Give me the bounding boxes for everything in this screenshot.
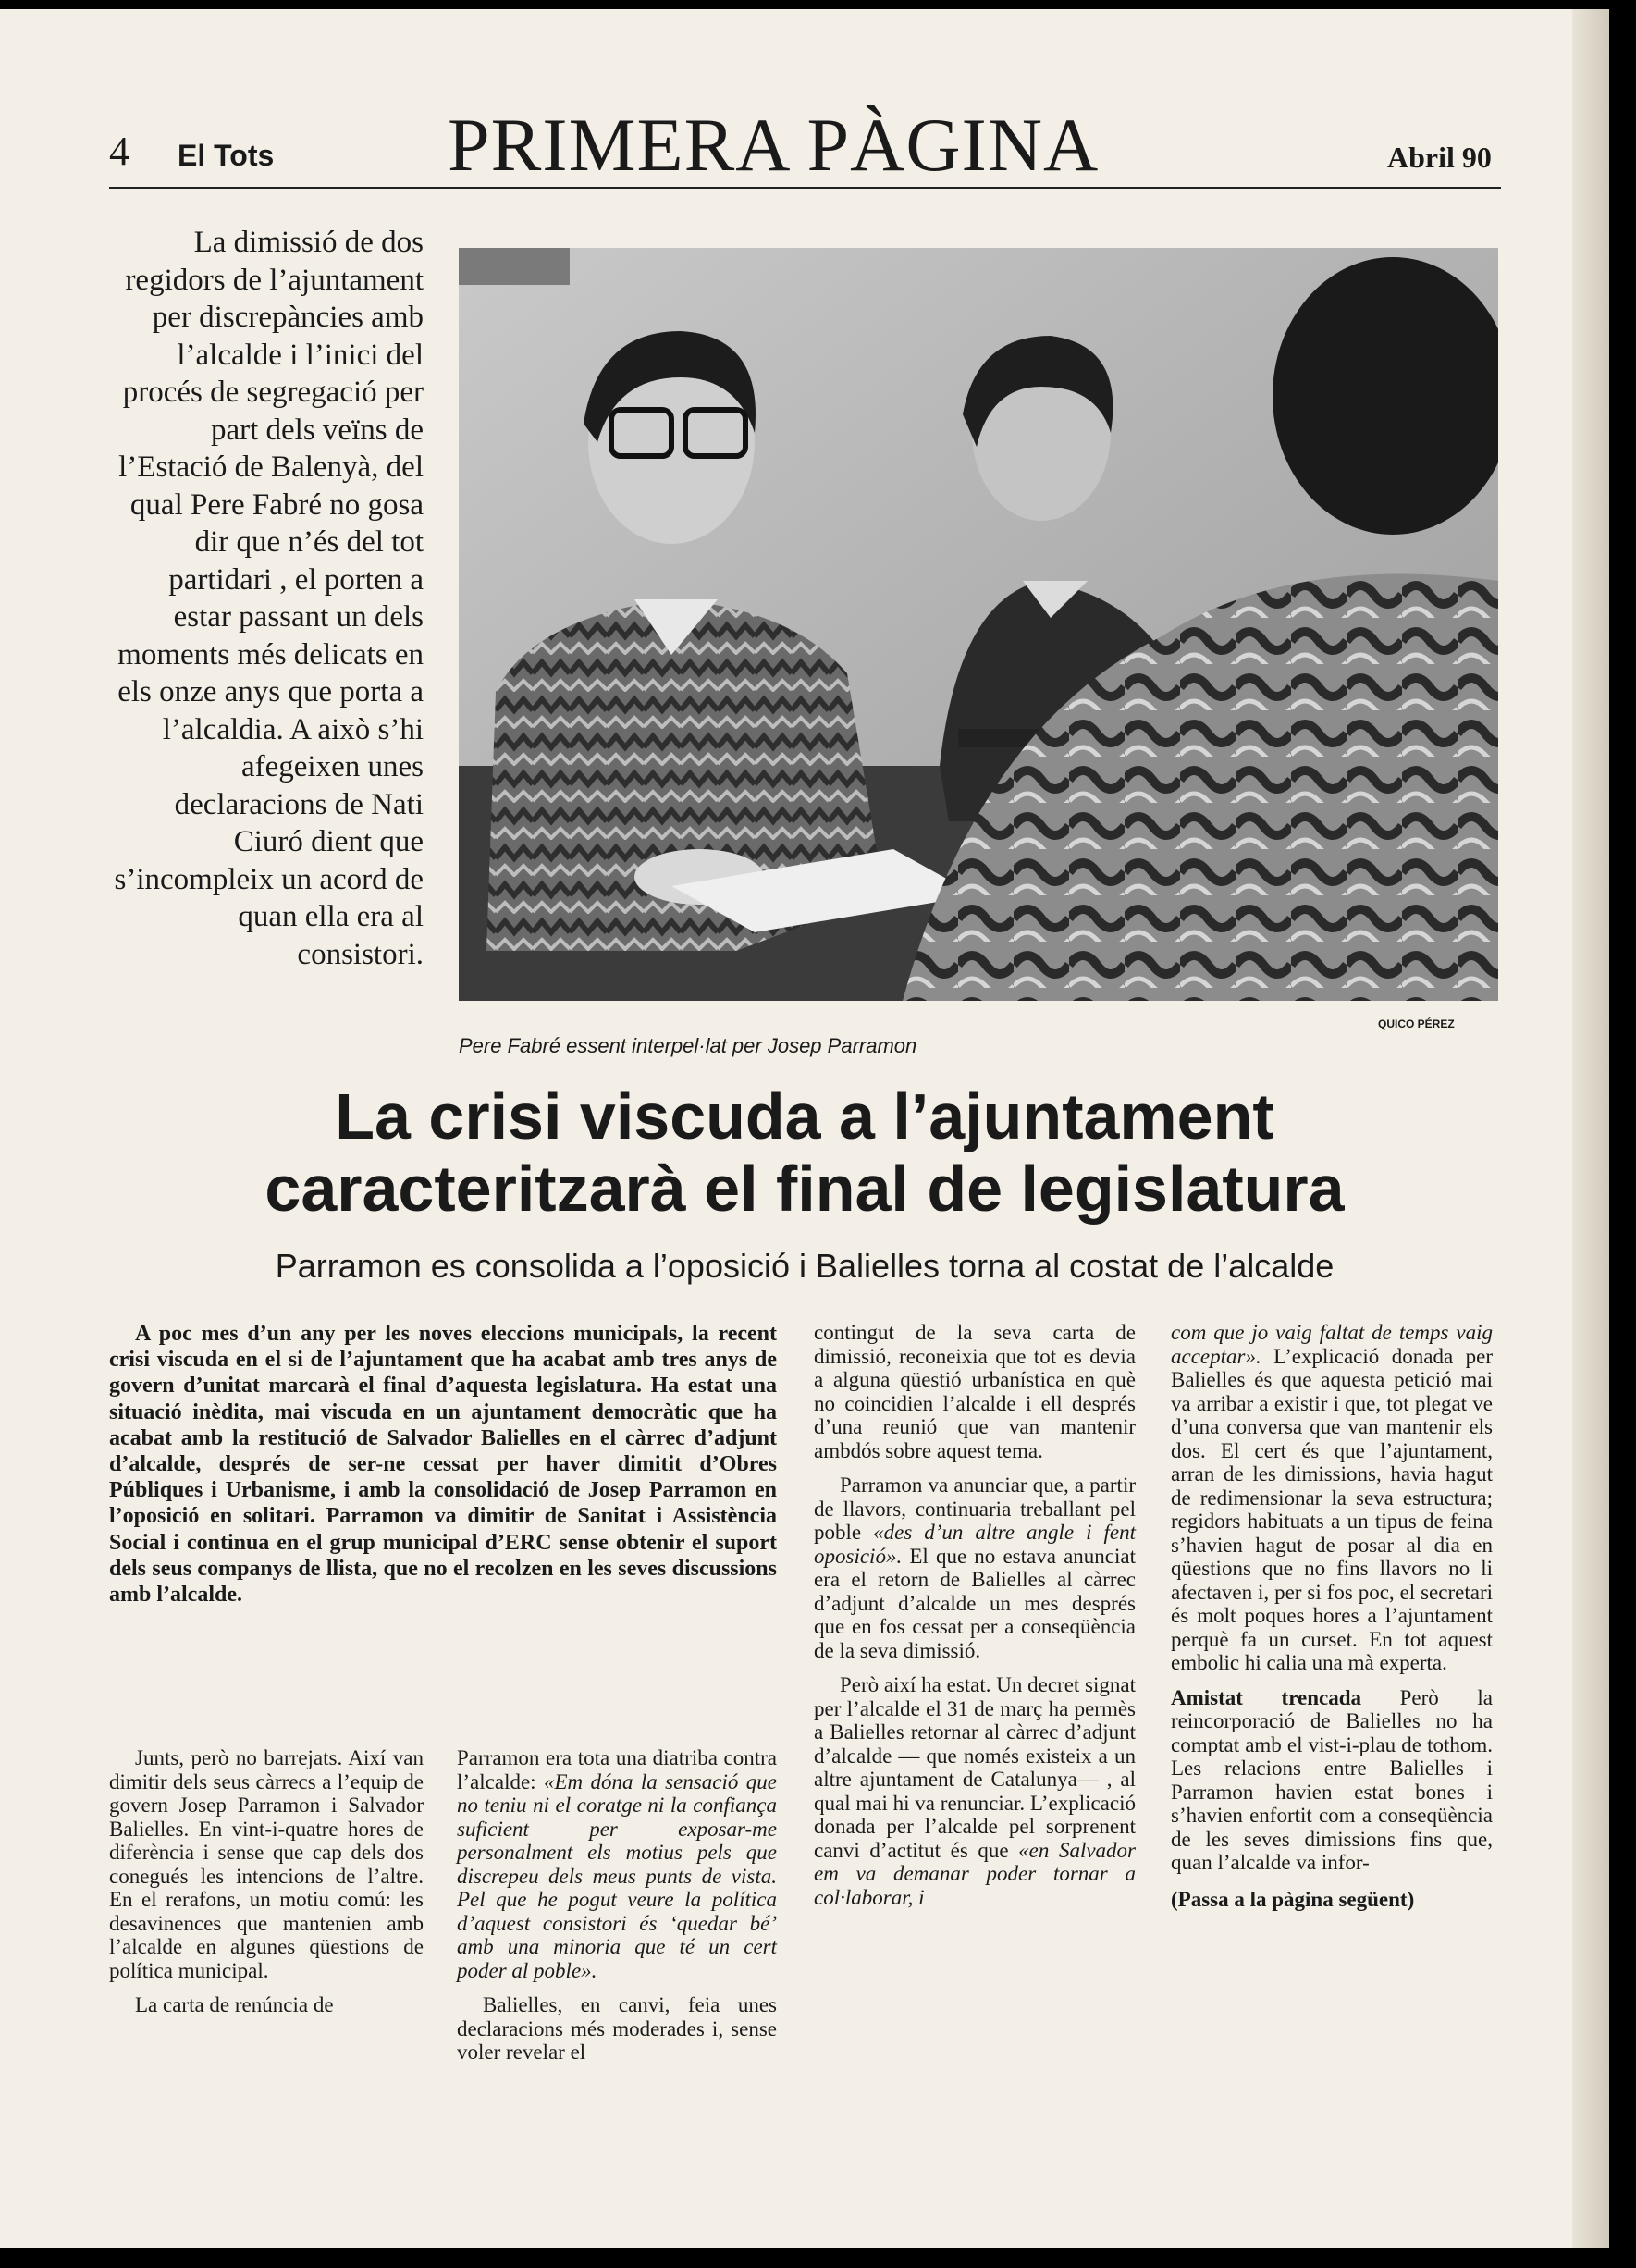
headline-line-1: La crisi viscuda a l’ajuntament	[335, 1080, 1274, 1152]
photo-caption: Pere Fabré essent interpel·lat per Josep Parramon	[459, 1034, 917, 1057]
article-intro: A poc mes d’un any per les noves eleccions municipals, la recent crisi viscuda en el si de l’ajuntament que ha acabat amb tres anys de govern d’unitat marcarà el final d’aquesta legislatura. Ha estat una situació inèdita, mai viscuda en un ajuntament democràtic que ha acabat amb la restitució de Salvador Balielles en el càrrec d’adjunt d’alcalde, després de ser-ne cessat per haver dimitit d’Obres Públiques i Urbanisme, i amb la consolidació de Josep Parramon en l’oposició en solitari. Parramon va dimitir de Sanitat i Assistència Social i continua en el grup municipal d’ERC sense obtenir el suport dels seus companys de llista, que no el recolzen en les seves discussions amb l’alcalde.	[109, 1322, 777, 1608]
photo-credit: QUICO PÉREZ	[1378, 1017, 1455, 1030]
newspaper-page	[0, 9, 1609, 2248]
article-column-4	[1171, 1321, 1493, 1911]
quote-text: com que jo vaig faltat de temps vaig acceptar».	[1171, 1321, 1493, 1368]
paragraph: La carta de renúncia de	[135, 1993, 334, 2016]
article-column-3	[814, 1321, 1136, 1920]
article-photo	[459, 248, 1498, 1001]
page-number: 4	[109, 129, 129, 174]
paragraph: Balielles, en canvi, feia unes declaracions més moderades i, sense voler revelar el	[457, 1993, 777, 2064]
quote-text: «Em dóna la sensació que no teniu ni el coratge ni la confiança suficient per exposar-me personalment els motius pels que discrepeu dels meus punts de vista. Pel que he pogut veure la política d’aquest consistori és ‘quedar bé’ amb una minoria que té un cert poder al poble».	[457, 1769, 777, 1982]
text-run: Parramon va anunciar que, a partir de llavors, continuaria treballant pel poble	[814, 1473, 1136, 1544]
text-run: El que no estava anunciat era el retorn de Balielles al càrrec d’adjunt d’alcalde un mes després que en fos cessat per a conseqüència de la seva dimissió.	[814, 1544, 1136, 1662]
header-rule	[109, 187, 1501, 189]
photo-illustration	[459, 248, 1498, 1001]
lead-text: La dimissió de dos regidors de l’ajuntament per discrepàncies amb l’alcalde i l’inici del procés de segregació per part dels veïns de l’Estació de Balenyà, del qual Pere Fabré no gosa dir que n’és del tot partidari , el porten a estar passant un dels moments més delicats en els onze anys que porta a l’alcaldia. A això s’hi afegeixen unes declaracions de Nati Ciuró dient que s’incompleix un acord de quan ella era al consistori.	[114, 226, 424, 971]
text-run: Parramon era tota una diatriba contra l’alcalde:	[457, 1746, 777, 1793]
paragraph	[814, 1673, 1136, 1909]
subhead-kicker: Amistat trencada	[1171, 1685, 1361, 1709]
paragraph	[814, 1473, 1136, 1662]
headline	[92, 1080, 1517, 1225]
paragraph	[1171, 1686, 1493, 1875]
article-column-1	[109, 1746, 424, 2028]
text-run: L’explicació donada per Balielles és que aquesta petició mai va arribar a existir i que, tot plegat ve d’una conversa que van mantenir els dos. El cert és que l’ajuntament, arran de les dimissions, havia hagut de redimensionar la seva estructura; regidors habituats a un tipus de feina s’havien hagut de posar al dia en qüestions que no fins llavors no li afectaven i, per si fos poc, el secretari és molt poques hores a l’ajuntament perquè fa un curset. En tot aquest embolic hi calia una mà experta.	[1171, 1344, 1493, 1674]
quote-text: «des d’un altre angle i fent oposició».	[814, 1521, 1136, 1568]
paragraph	[457, 1746, 777, 1982]
text-run: Però la reincorporació de Balielles no ha comptat amb el vist-i-plau de tothom. Les relacions entre Balielles i Parramon havien estat bones i s’havien enfortit com a conseqüència de les seves dimissions fins que, quan l’alcalde va infor-	[1171, 1685, 1493, 1874]
subheadline: Parramon es consolida a l’oposició i Balielles torna al costat de l’alcalde	[275, 1247, 1335, 1285]
continued-note: (Passa a la pàgina següent)	[1171, 1887, 1415, 1911]
headline-line-2: caracteritzarà el final de legislatura	[264, 1152, 1345, 1225]
paragraph: contingut de la seva carta de dimissió, reconeixia que tot es devia a alguna qüestió urbanística en què no coincidien l’alcalde i ell després d’una reunió que van mantenir ambdós sobre aquest tema.	[814, 1321, 1136, 1462]
quote-text: «en Salvador em va demanar poder tornar a col·laborar, i	[814, 1838, 1136, 1909]
page-edge-shadow	[1572, 9, 1609, 2248]
text-run: Però així ha estat. Un decret signat per l’alcalde el 31 de març ha permès a Balielles retornar al càrrec d’adjunt d’alcalde — que només existeix a un altre ajuntament de Catalunya— , al qual mai hi va renunciar. L’explicació donada per l’alcalde pel sorprenent canvi d’actitut és que	[814, 1673, 1136, 1862]
paragraph	[1171, 1321, 1493, 1675]
article-column-2	[457, 1746, 777, 2076]
paragraph: Junts, però no barrejats. Així van dimitir dels seus càrrecs a l’equip de govern Josep Parramon i Salvador Balielles. En vint-i-quatre hores de diferència i sense que cap dels dos conegués les intencions de l’altre. En el rerafons, un motiu comú: les desavinences que mantenien amb l’alcalde en algunes qüestions de política municipal.	[109, 1746, 424, 1982]
section-title: PRIMERA PÀGINA	[448, 103, 1100, 187]
issue-date: Abril 90	[1387, 141, 1492, 174]
publication-name: El Tots	[178, 139, 275, 172]
